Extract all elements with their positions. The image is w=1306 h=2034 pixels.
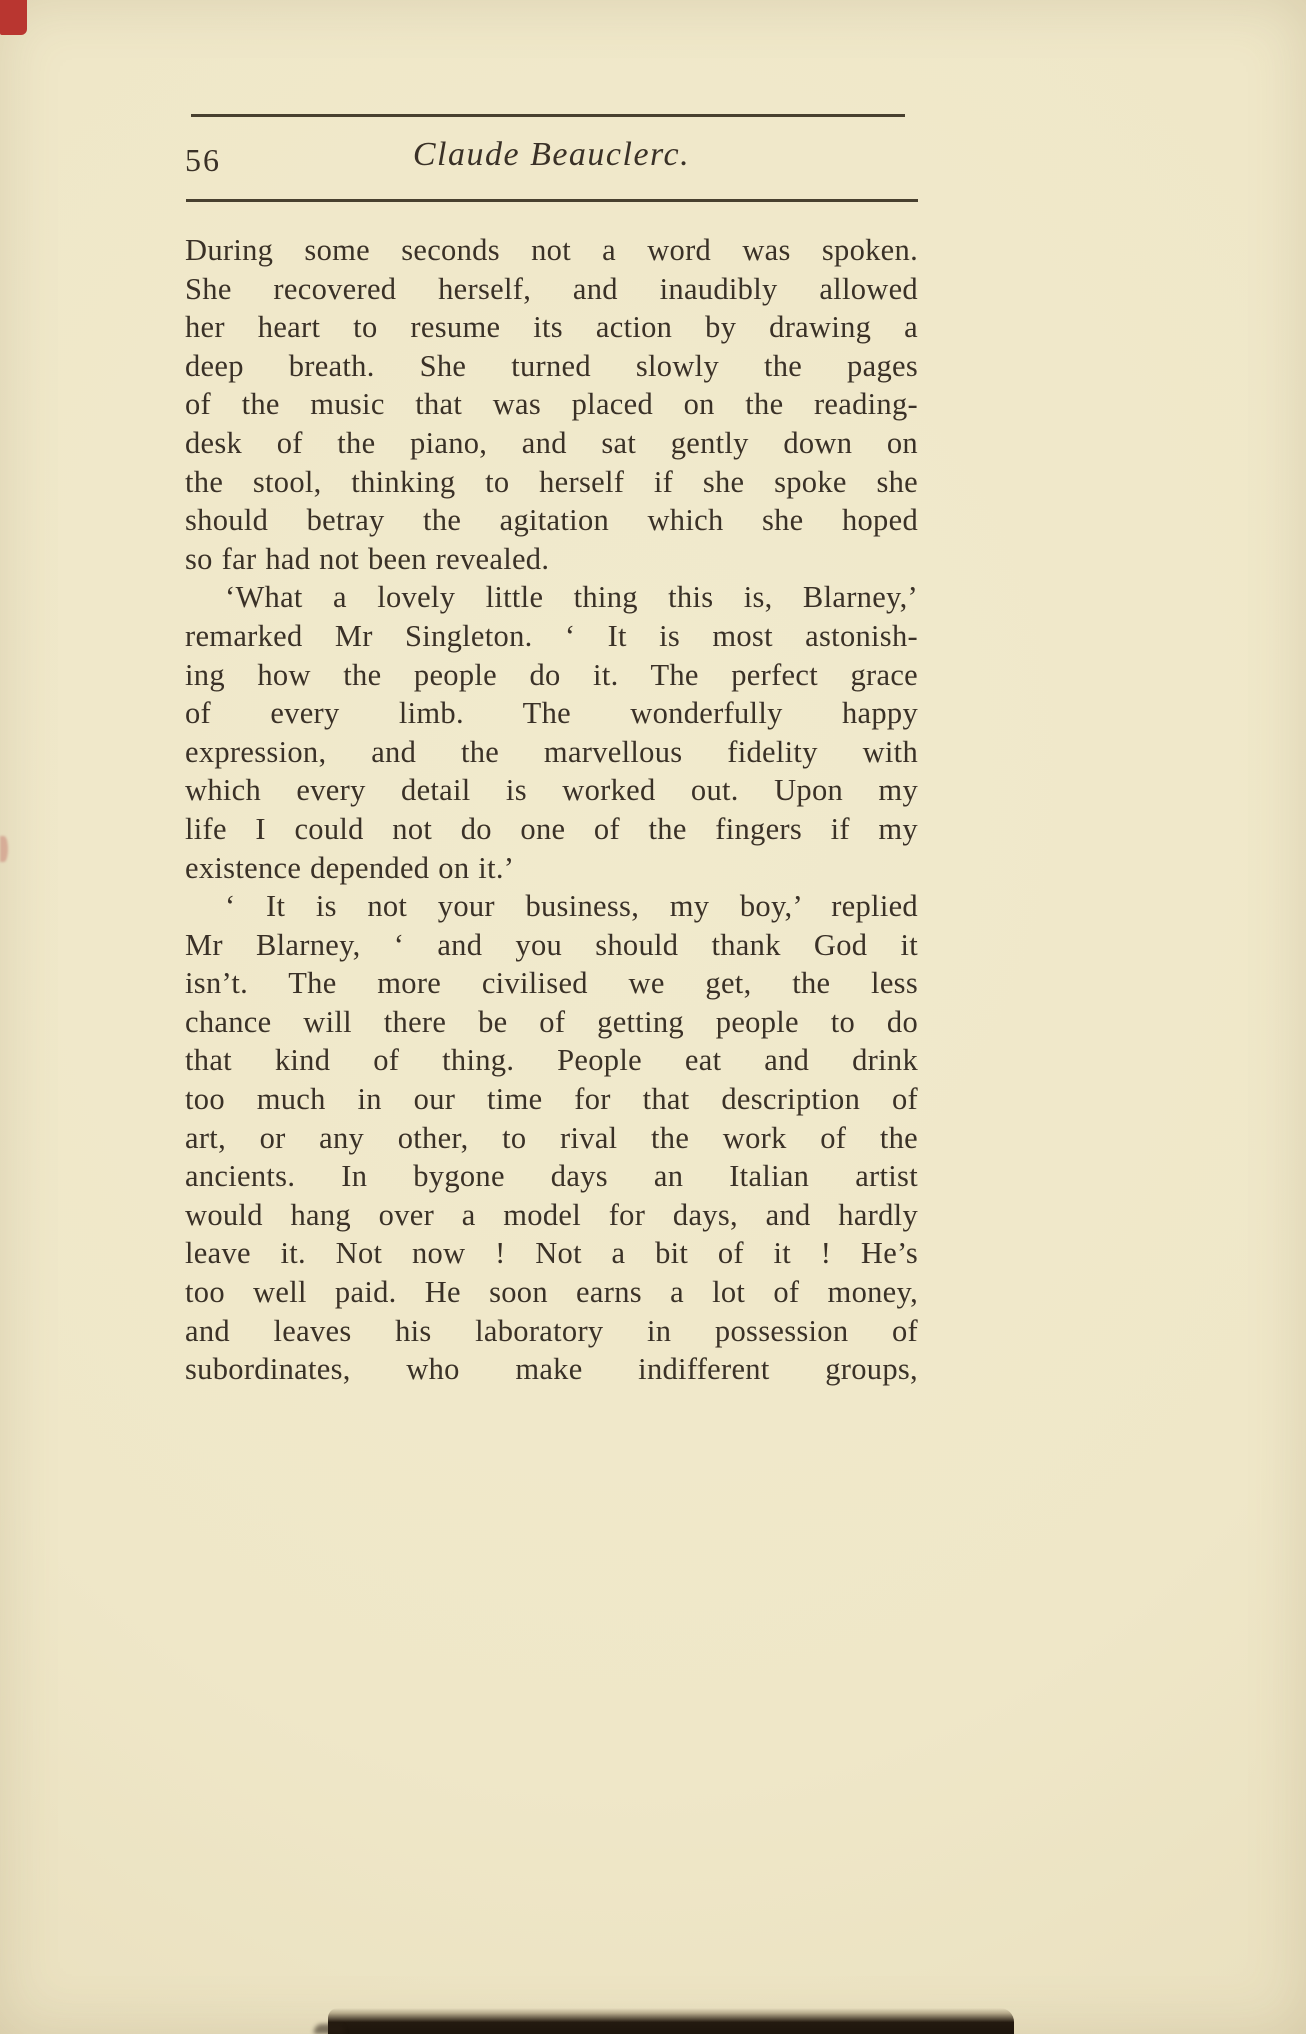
page-number: 56 bbox=[185, 142, 221, 178]
text-line: isn’t. The more civilised we get, the less bbox=[185, 966, 918, 1001]
text-line: chance will there be of getting people to do bbox=[185, 1004, 918, 1039]
header-rule-top bbox=[191, 114, 905, 117]
text-line: her heart to resume its action by drawing a bbox=[185, 310, 918, 345]
text-block bbox=[185, 231, 918, 1389]
text-line: would hang over a model for days, and hardly bbox=[185, 1197, 918, 1232]
running-title: Claude Beauclerc. bbox=[412, 136, 691, 173]
text-line: existence depended on it.’ bbox=[185, 850, 515, 885]
scan-shadow bbox=[328, 2008, 1014, 2034]
text-line: She recovered herself, and inaudibly allowed bbox=[185, 271, 918, 306]
text-line: Mr Blarney, ‘ and you should thank God it bbox=[185, 927, 918, 962]
text-line: art, or any other, to rival the work of the bbox=[185, 1120, 918, 1155]
text-line: ‘What a lovely little thing this is, Blarney,’ bbox=[225, 580, 918, 615]
text-line: expression, and the marvellous fidelity with bbox=[185, 734, 918, 769]
scan-red-mark bbox=[0, 0, 27, 35]
text-line: so far had not been revealed. bbox=[185, 541, 550, 576]
text-line: the stool, thinking to herself if she spoke she bbox=[185, 464, 918, 499]
text-line: life I could not do one of the fingers if my bbox=[185, 811, 918, 846]
text-line: should betray the agitation which she hoped bbox=[185, 503, 918, 538]
text-line: desk of the piano, and sat gently down on bbox=[185, 425, 918, 460]
text-line: too much in our time for that description of bbox=[185, 1082, 918, 1117]
text-line: which every detail is worked out. Upon my bbox=[185, 773, 918, 808]
text-line: subordinates, who make indifferent groups, bbox=[185, 1352, 918, 1387]
scan-red-smudge bbox=[0, 836, 8, 862]
text-line: ing how the people do it. The perfect grace bbox=[185, 657, 918, 692]
text-line: During some seconds not a word was spoken. bbox=[185, 233, 918, 267]
text-line: that kind of thing. People eat and drink bbox=[185, 1043, 918, 1078]
text-line: remarked Mr Singleton. ‘ It is most astonish- bbox=[185, 618, 918, 653]
text-line: of the music that was placed on the reading- bbox=[185, 387, 918, 422]
text-line: deep breath. She turned slowly the pages bbox=[185, 348, 918, 383]
text-line: of every limb. The wonderfully happy bbox=[185, 696, 918, 731]
header-rule-bottom bbox=[186, 199, 918, 202]
text-line: too well paid. He soon earns a lot of money, bbox=[185, 1275, 918, 1310]
page-header bbox=[185, 136, 918, 188]
text-line: ancients. In bygone days an Italian artist bbox=[185, 1159, 918, 1194]
text-line: and leaves his laboratory in possession of bbox=[185, 1313, 918, 1348]
text-line: ‘ It is not your business, my boy,’ replied bbox=[225, 889, 918, 924]
text-line: leave it. Not now ! Not a bit of it ! He’s bbox=[185, 1236, 918, 1271]
